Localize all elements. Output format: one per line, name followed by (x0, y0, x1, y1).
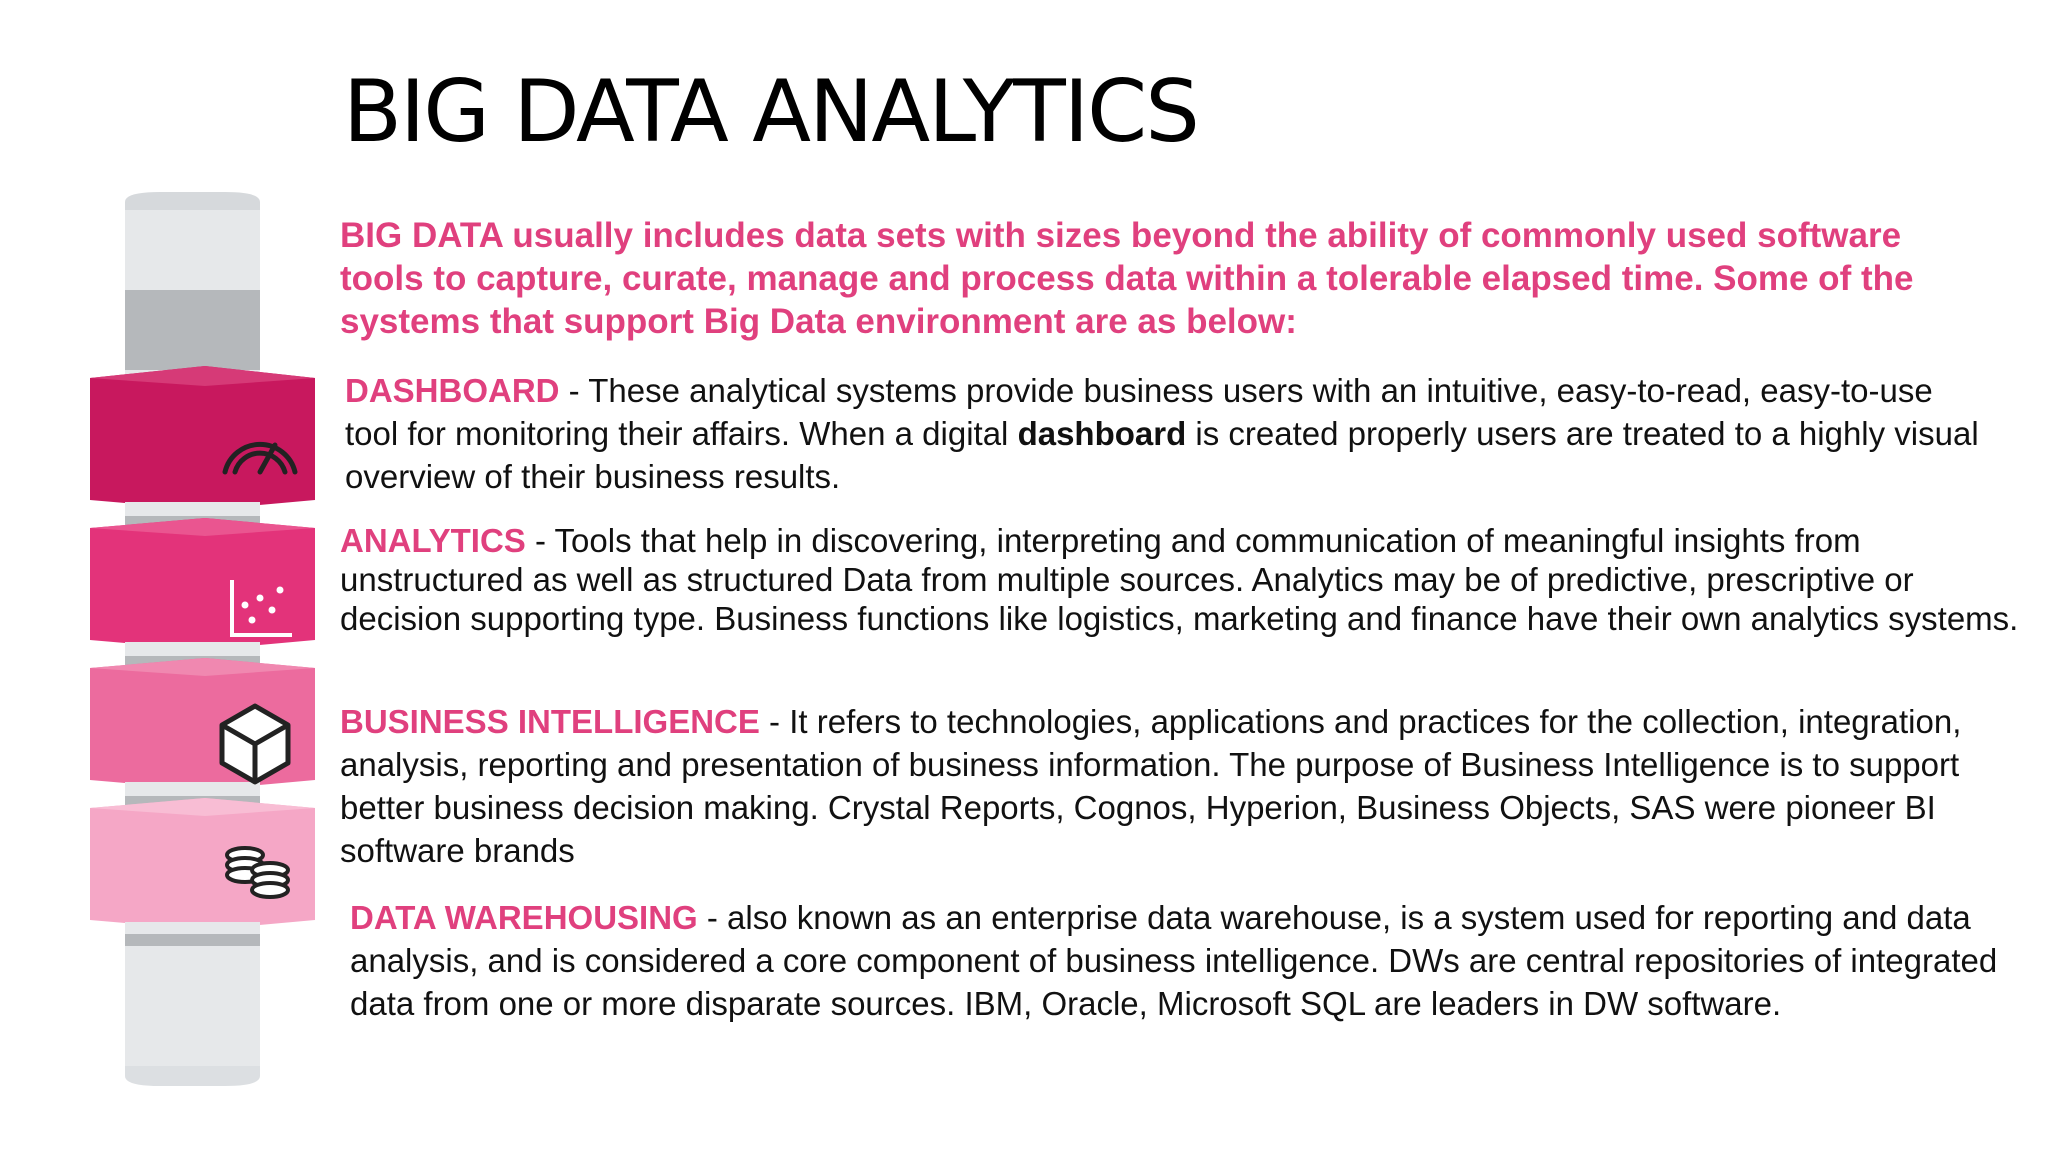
section-label: DASHBOARD (345, 372, 560, 409)
section-text: - It refers to technologies, applications and practices for the collection, integration, analysis, reporting and presentation of business information. The purpose of Business Intelligence is to support better business decision making. Crystal Reports, Cognos, Hyperion, Business Objects, SAS were pioneer BI software brands (340, 703, 1962, 869)
section-data-warehousing (350, 896, 2040, 1025)
page-title: BIG DATA ANALYTICS (343, 62, 1198, 162)
section-label: ANALYTICS (340, 522, 526, 559)
pillar-top (125, 192, 260, 380)
cube-icon (222, 706, 288, 782)
section-analytics (340, 521, 2020, 638)
section-text: is created properly users are treated to a highly visual overview of their business results. (345, 415, 1979, 495)
section-business-intelligence (340, 700, 2030, 872)
pillar-bottom (125, 922, 260, 1086)
section-emphasis: dashboard (1017, 415, 1187, 452)
section-text: - also known as an enterprise data warehouse, is a system used for reporting and data analysis, and is considered a core component of business intelligence. DWs are central repositories of integrated data from one or more disparate sources. IBM, Oracle, Microsoft SQL are leaders in DW software. (350, 899, 1998, 1022)
tower-graphic (70, 180, 340, 1110)
dashboard-block (90, 366, 315, 526)
section-label: BUSINESS INTELLIGENCE (340, 703, 760, 740)
section-text: - Tools that help in discovering, interpreting and communication of meaningful insights from unstructured as well as structured Data from multiple sources. Analytics may be of predictive, prescriptive or decision supporting type. Business functions like logistics, marketing and finance have their own analytics systems. (340, 522, 2019, 637)
section-dashboard (345, 369, 1985, 498)
intro-paragraph: BIG DATA usually includes data sets with sizes beyond the ability of commonly used software tools to capture, curate, manage and process data within a tolerable elapsed time. Some of the systems that support Big Data environment are as below: (340, 216, 1914, 341)
section-text: - These analytical systems provide business users with an intuitive, easy-to-read, easy-to-use tool for monitoring their affairs. When a digital (345, 372, 1933, 452)
section-label: DATA WAREHOUSING (350, 899, 698, 936)
